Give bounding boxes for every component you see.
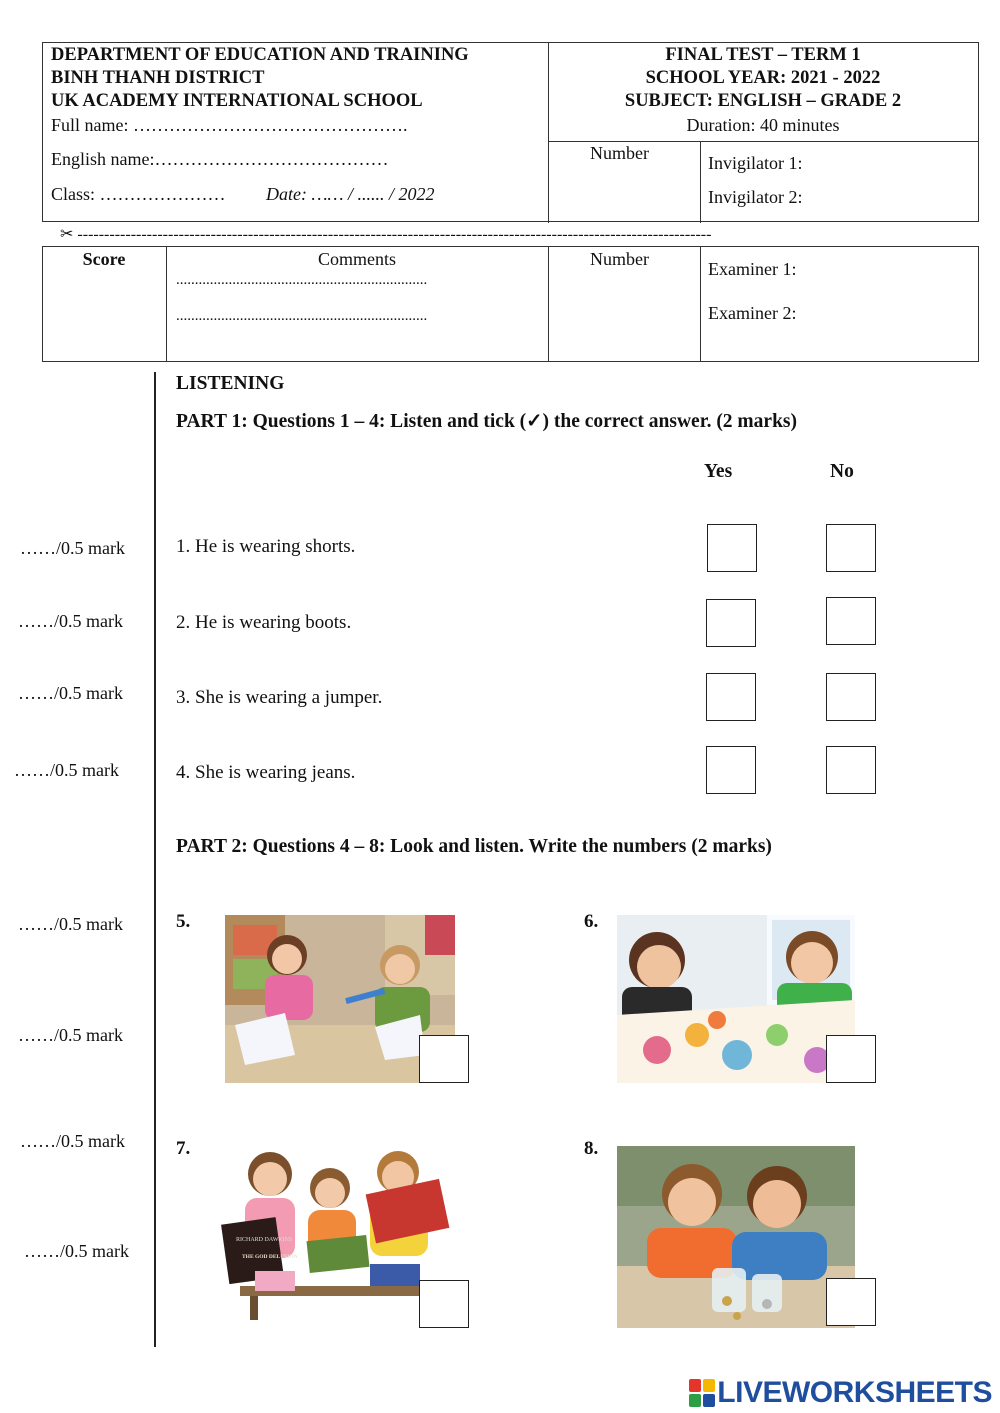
liveworksheets-logo[interactable] bbox=[689, 1376, 992, 1410]
book-author-text: RICHARD DAWKINS bbox=[236, 1237, 293, 1243]
picture-5-answer-box[interactable] bbox=[419, 1035, 469, 1083]
liveworksheets-text: LIVEWORKSHEETS bbox=[717, 1376, 992, 1409]
examiner-1-label: Examiner 1: bbox=[708, 259, 797, 279]
mark-q6[interactable]: ……/0.5 mark bbox=[18, 1025, 123, 1045]
date-field[interactable]: Date: …… / ...... / 2022 bbox=[266, 184, 435, 204]
subject: SUBJECT: ENGLISH – GRADE 2 bbox=[624, 91, 902, 111]
part2-heading: PART 2: Questions 4 – 8: Look and listen. Write the numbers (2 marks) bbox=[176, 836, 772, 857]
test-title: FINAL TEST – TERM 1 bbox=[665, 45, 861, 65]
question-1: 1. He is wearing shorts. bbox=[176, 536, 356, 557]
picture-8-answer-box[interactable] bbox=[826, 1278, 876, 1326]
q2-no-checkbox[interactable] bbox=[826, 597, 876, 645]
english-name-field[interactable]: English name:………………………………… bbox=[51, 149, 389, 169]
district-name: BINH THANH DISTRICT bbox=[51, 68, 265, 88]
picture-6-answer-box[interactable] bbox=[826, 1035, 876, 1083]
listening-title: LISTENING bbox=[176, 373, 285, 394]
duration: Duration: 40 minutes bbox=[686, 115, 840, 135]
q3-yes-checkbox[interactable] bbox=[706, 673, 756, 721]
no-label: No bbox=[830, 461, 854, 482]
number-label: Number bbox=[590, 143, 649, 163]
picture-6-number: 6. bbox=[584, 911, 599, 932]
q4-no-checkbox[interactable] bbox=[826, 746, 876, 794]
mark-q7[interactable]: ……/0.5 mark bbox=[20, 1131, 125, 1151]
q1-yes-checkbox[interactable] bbox=[707, 524, 757, 572]
margin-line bbox=[154, 372, 156, 1347]
full-name-field[interactable]: Full name: ………………………………………. bbox=[51, 115, 408, 135]
mark-q8[interactable]: ……/0.5 mark bbox=[24, 1241, 129, 1261]
question-3: 3. She is wearing a jumper. bbox=[176, 687, 383, 708]
comments-label: Comments bbox=[317, 249, 396, 269]
q4-yes-checkbox[interactable] bbox=[706, 746, 756, 794]
invigilator-2-label: Invigilator 2: bbox=[708, 187, 803, 207]
question-2: 2. He is wearing boots. bbox=[176, 612, 352, 633]
number-label-2: Number bbox=[590, 249, 649, 269]
class-field[interactable]: Class: ………………… bbox=[51, 184, 226, 204]
mark-q5[interactable]: ……/0.5 mark bbox=[18, 914, 123, 934]
department-name: DEPARTMENT OF EDUCATION AND TRAINING bbox=[51, 45, 469, 65]
question-4: 4. She is wearing jeans. bbox=[176, 762, 356, 783]
picture-7-number: 7. bbox=[176, 1138, 191, 1159]
picture-5-number: 5. bbox=[176, 911, 191, 932]
mark-q4[interactable]: ……/0.5 mark bbox=[14, 760, 119, 780]
q1-no-checkbox[interactable] bbox=[826, 524, 876, 572]
part1-heading: PART 1: Questions 1 – 4: Listen and tick (✓) the correct answer. (2 marks) bbox=[176, 411, 798, 432]
examiner-2-label: Examiner 2: bbox=[708, 303, 797, 323]
invigilator-1-label: Invigilator 1: bbox=[708, 153, 803, 173]
picture-6-boys-coloring bbox=[617, 915, 855, 1083]
q2-yes-checkbox[interactable] bbox=[706, 599, 756, 647]
book-title-text: THE GOD DELUSION bbox=[242, 1254, 298, 1260]
cut-line: ✂ ----------------------------------------------------------------------------------------------------------------------- bbox=[60, 226, 712, 243]
picture-8-boys-saving-coins bbox=[617, 1146, 855, 1328]
yes-label: Yes bbox=[704, 461, 733, 482]
school-year: SCHOOL YEAR: 2021 - 2022 bbox=[645, 68, 881, 88]
comment-line-2[interactable]: ................................................................... bbox=[176, 308, 428, 324]
school-name: UK ACADEMY INTERNATIONAL SCHOOL bbox=[51, 91, 423, 111]
picture-8-number: 8. bbox=[584, 1138, 599, 1159]
mark-q3[interactable]: ……/0.5 mark bbox=[18, 683, 123, 703]
mark-q1[interactable]: ……/0.5 mark bbox=[20, 538, 125, 558]
comment-line-1[interactable]: ................................................................... bbox=[176, 272, 428, 288]
picture-7-answer-box[interactable] bbox=[419, 1280, 469, 1328]
mark-q2[interactable]: ……/0.5 mark bbox=[18, 611, 123, 631]
q3-no-checkbox[interactable] bbox=[826, 673, 876, 721]
liveworksheets-mark-icon bbox=[689, 1379, 715, 1407]
score-label: Score bbox=[82, 249, 126, 269]
